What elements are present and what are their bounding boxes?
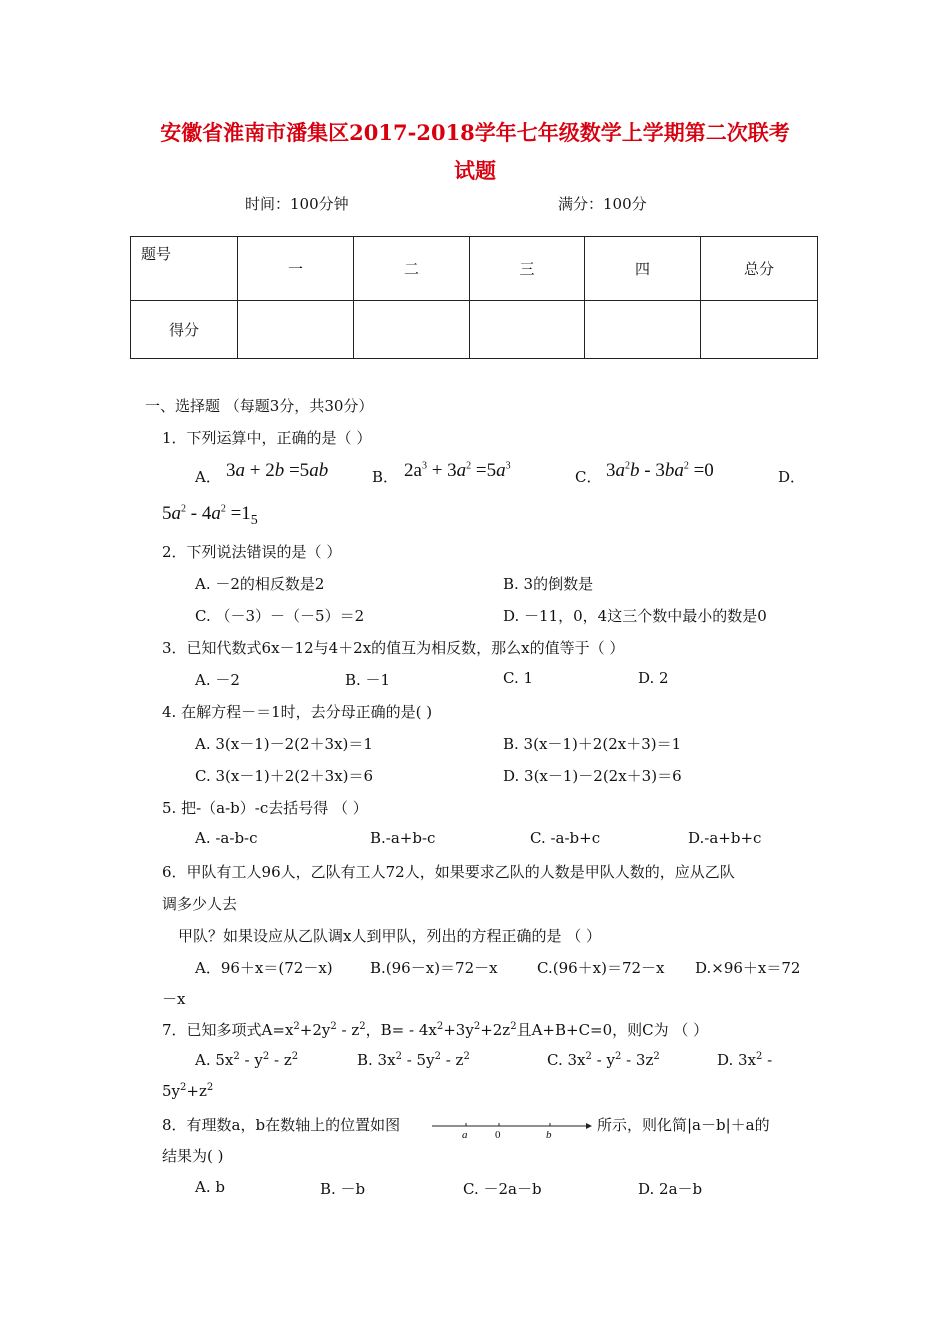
number-line-figure — [432, 1118, 592, 1144]
axis-label-zero: 0 — [495, 1129, 501, 1141]
q6-option-d-continued: －x — [162, 990, 186, 1008]
q1-option-a-math: 3a + 2b =5ab — [226, 460, 329, 481]
score-cell[interactable] — [701, 301, 818, 359]
q5-option-c: C. -a-b+c — [530, 829, 601, 847]
q1-option-b-label: B． — [372, 468, 399, 486]
score-cell[interactable] — [585, 301, 701, 359]
score-table — [130, 236, 818, 359]
score-cell[interactable] — [354, 301, 470, 359]
q7-option-d-label: D. 3x — [717, 1051, 757, 1069]
q6-option-b: B.(96－x)＝72－x — [370, 959, 498, 977]
q8-stem-suffix: 所示，则化简|a－b|＋a的 — [597, 1116, 770, 1134]
q7-option-a: A. $5x^2 - y^2 - z^2$ — [195, 1051, 299, 1069]
q4-option-a: A. 3(x－1)－2(2＋3x)＝1 — [195, 735, 373, 753]
q1-stem: 1．下列运算中，正确的是（ ） — [162, 429, 372, 447]
q8-option-b: B. －b — [320, 1180, 366, 1198]
q8-option-c: C. －2a－b — [463, 1180, 542, 1198]
q7-option-a-label: A. 5x — [195, 1051, 234, 1069]
q6-option-c: C.(96＋x)＝72－x — [537, 959, 665, 977]
q6-option-d: D.×96＋x＝72 — [695, 959, 801, 977]
q1-option-c-math: $3a^2b - 3ba^2 =0$ — [606, 460, 714, 481]
score-table-col-2: 二 — [354, 237, 470, 301]
axis-label-a: a — [462, 1129, 468, 1141]
q5-option-a: A. -a-b-c — [195, 829, 258, 847]
page-title: 安徽省淮南市潘集区2017-2018学年七年级数学上学期第二次联考 — [160, 120, 790, 145]
exam-full-score: 满分：100分 — [558, 195, 647, 213]
q5-option-b: B.-a+b-c — [370, 829, 436, 847]
axis-label-b: b — [546, 1129, 552, 1141]
q1-option-b-math: $2a^3 + 3a^2 =5a^3$ — [404, 460, 511, 481]
score-table-row-label: 得分 — [131, 301, 238, 359]
q7-option-c-label: C. 3x — [547, 1051, 586, 1069]
q2-stem: 2．下列说法错误的是（ ） — [162, 543, 342, 561]
q5-option-d: D.-a+b+c — [688, 829, 762, 847]
q1-option-a-label: A． — [195, 468, 221, 486]
q3-option-d: D. 2 — [638, 669, 669, 687]
score-table-col-total: 总分 — [701, 237, 818, 301]
q3-stem: 3．已知代数式6x－12与4＋2x的值互为相反数，那么x的值等于（ ） — [162, 639, 625, 657]
page-title-line2: 试题 — [454, 158, 496, 183]
q2-option-c: C. （－3）－（－5）＝2 — [195, 607, 365, 625]
q7-option-c: C. $3x^2 - y^2 - 3z^2$ — [547, 1051, 660, 1069]
score-table-col-3: 三 — [470, 237, 585, 301]
section-heading: 一、选择题 （每题3分，共30分） — [145, 397, 374, 415]
q4-option-b: B. 3(x－1)＋2(2x＋3)＝1 — [503, 735, 682, 753]
score-table-score-row — [131, 301, 818, 359]
q6-stem-line1: 6．甲队有工人96人，乙队有工人72人，如果要求乙队的人数是甲队人数的，应从乙队 — [162, 863, 735, 881]
q7-stem: 7．已知多项式$A=x^2+2y^2 - z^2$，$B= - 4x^2+3y^2+2z^2$且A+B+C=0，则C为 （ ） — [162, 1021, 709, 1039]
number-line-axis — [432, 1118, 592, 1132]
q6-option-a: A．96＋x＝(72－x) — [195, 959, 333, 977]
q6-stem-line3: 甲队？如果设应从乙队调x人到甲队，列出的方程正确的是 （ ） — [178, 927, 601, 945]
q8-option-d: D. 2a－b — [638, 1180, 703, 1198]
q8-stem-prefix: 8．有理数a，b在数轴上的位置如图 — [162, 1116, 401, 1134]
q8-option-a: A. b — [195, 1178, 225, 1196]
q4-option-d: D. 3(x－1)－2(2x＋3)＝6 — [503, 767, 682, 785]
q1-option-d-label: D． — [778, 468, 806, 486]
q5-stem: 5. 把-（a-b）-c去括号得 （ ） — [162, 799, 368, 817]
q4-option-c: C. 3(x－1)＋2(2＋3x)＝6 — [195, 767, 374, 785]
q8-stem-line2: 结果为( ) — [162, 1147, 224, 1165]
score-table-header-label: 题号 — [131, 237, 238, 301]
q7-option-b: B. $3x^2 - 5y^2 - z^2$ — [357, 1051, 470, 1069]
score-table-col-1: 一 — [238, 237, 354, 301]
score-cell[interactable] — [470, 301, 585, 359]
q2-option-d: D. －11，0，4这三个数中最小的数是0 — [503, 607, 767, 625]
score-cell[interactable] — [238, 301, 354, 359]
q1-option-d-math: $5a^2 - 4a^2 =1_5$ — [162, 503, 258, 528]
q4-stem: 4. 在解方程－＝1时，去分母正确的是( ) — [162, 703, 433, 721]
q2-option-b: B. 3的倒数是 — [503, 575, 594, 593]
exam-time: 时间：100分钟 — [245, 195, 349, 213]
q7-stem-prefix: 7．已知多项式A=x — [162, 1021, 294, 1039]
score-table-col-4: 四 — [585, 237, 701, 301]
q3-option-c: C. 1 — [503, 669, 534, 687]
q7-option-b-label: B. 3x — [357, 1051, 396, 1069]
q3-option-b: B. －1 — [345, 671, 391, 689]
q6-stem-line2: 调多少人去 — [162, 895, 238, 913]
q2-option-a: A. －2的相反数是2 — [195, 575, 325, 593]
q3-option-a: A. －2 — [195, 671, 240, 689]
score-table-header-row — [131, 237, 818, 301]
q7-option-d-continued: $5y^2+z^2$ — [162, 1082, 214, 1100]
q1-option-c-label: C． — [575, 468, 602, 486]
q7-option-d: D. $3x^2$ - — [717, 1051, 773, 1069]
